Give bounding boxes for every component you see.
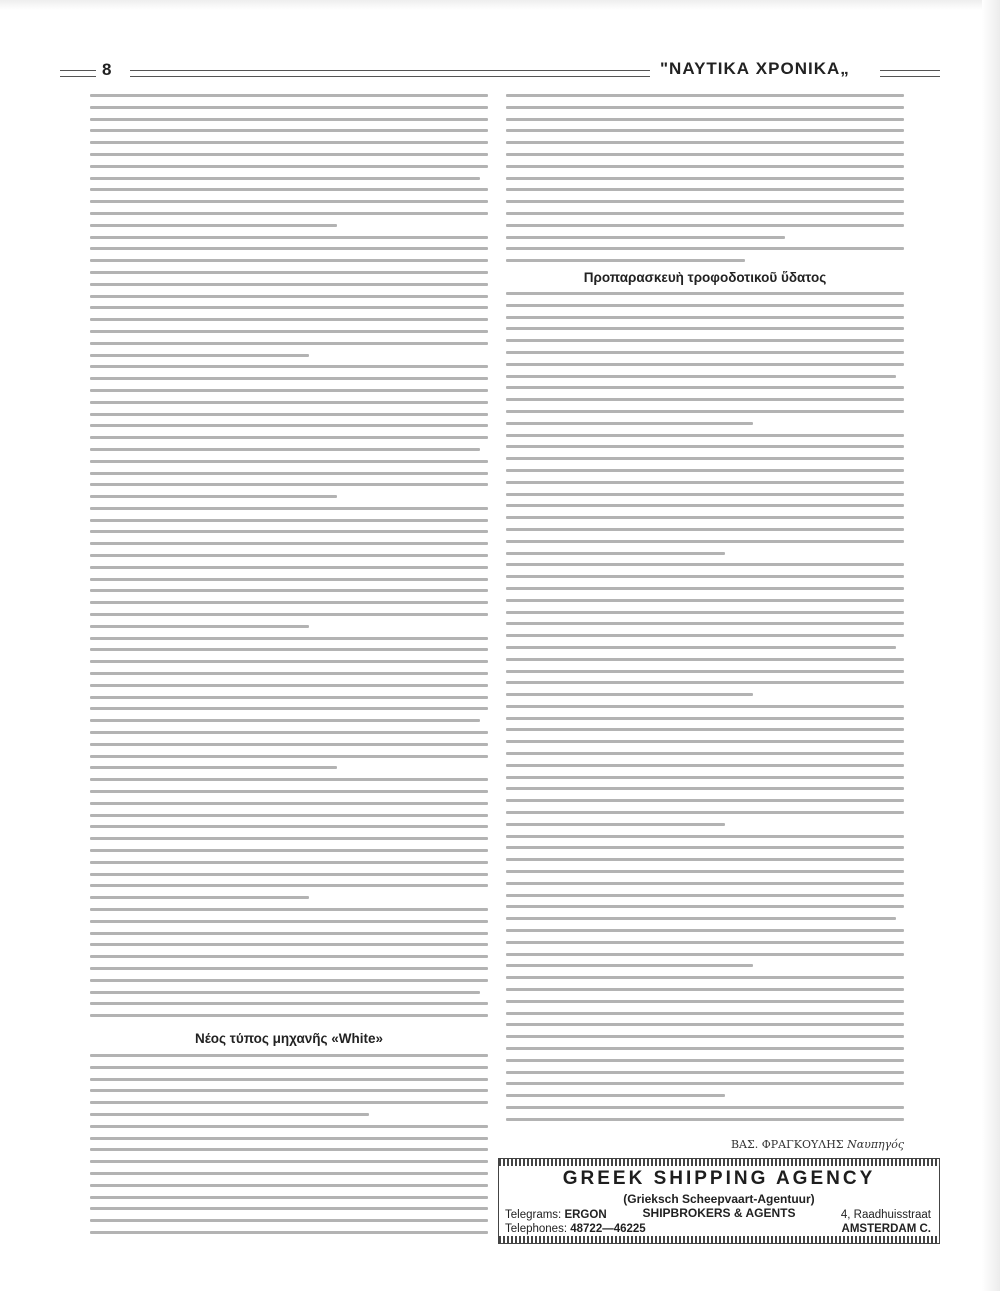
text-line xyxy=(506,953,904,956)
text-line xyxy=(506,434,904,437)
article-text-block xyxy=(506,94,904,271)
text-line xyxy=(506,422,753,425)
text-line xyxy=(90,247,488,250)
text-line xyxy=(506,787,904,790)
text-line xyxy=(90,884,488,887)
text-line xyxy=(90,991,480,994)
text-line xyxy=(90,472,488,475)
text-line xyxy=(506,327,904,330)
text-line xyxy=(90,979,488,982)
text-line xyxy=(90,625,309,628)
text-line xyxy=(90,495,337,498)
page-number: 8 xyxy=(102,60,112,79)
ad-hatch-border-bottom xyxy=(499,1236,939,1243)
text-line xyxy=(506,1012,904,1015)
text-line xyxy=(90,1172,488,1175)
text-line xyxy=(506,846,904,849)
text-line xyxy=(90,106,488,109)
text-line xyxy=(90,212,488,215)
text-line xyxy=(90,424,488,427)
text-line xyxy=(506,1106,904,1109)
author-role: Ναυπηγός xyxy=(847,1138,904,1151)
text-line xyxy=(90,955,488,958)
text-line xyxy=(90,1160,488,1163)
text-line xyxy=(506,1000,904,1003)
text-line xyxy=(506,1023,904,1026)
text-line xyxy=(90,542,488,545)
text-line xyxy=(90,719,480,722)
text-line xyxy=(90,920,488,923)
text-line xyxy=(90,377,488,380)
text-line xyxy=(506,493,904,496)
text-line xyxy=(506,481,904,484)
text-line xyxy=(90,165,488,168)
text-line xyxy=(506,1059,904,1062)
text-line xyxy=(90,861,488,864)
text-line xyxy=(506,870,904,873)
text-line xyxy=(90,814,488,817)
text-line xyxy=(506,141,904,144)
text-line xyxy=(90,554,488,557)
text-line xyxy=(506,153,904,156)
text-line xyxy=(506,504,904,507)
text-line xyxy=(506,976,904,979)
text-line xyxy=(506,528,904,531)
ad-address-city xyxy=(842,1223,931,1235)
scan-edge-right xyxy=(982,0,1000,1291)
text-line xyxy=(90,696,488,699)
text-line xyxy=(90,1231,488,1234)
text-line xyxy=(90,1207,488,1210)
text-line xyxy=(90,401,488,404)
text-line xyxy=(90,1089,488,1092)
text-line xyxy=(90,460,488,463)
text-line xyxy=(506,740,904,743)
text-line xyxy=(506,882,904,885)
text-line xyxy=(506,212,904,215)
text-line xyxy=(90,1066,488,1069)
text-line xyxy=(90,436,488,439)
text-line xyxy=(90,413,488,416)
text-line xyxy=(90,660,488,663)
author-name: ΒΑΣ. ΦΡΑΓΚΟΥΛΗΣ xyxy=(730,1138,844,1151)
ad-telephones-value: 48722—46225 xyxy=(570,1223,646,1235)
text-line xyxy=(506,563,904,566)
text-line xyxy=(506,894,904,897)
text-line xyxy=(90,766,337,769)
text-line xyxy=(90,873,488,876)
text-line xyxy=(90,271,488,274)
text-line xyxy=(90,177,480,180)
text-line xyxy=(90,932,488,935)
text-line xyxy=(506,469,904,472)
text-line xyxy=(506,728,904,731)
text-line xyxy=(506,764,904,767)
text-line xyxy=(90,118,488,121)
text-line xyxy=(506,1118,904,1121)
text-line xyxy=(90,318,488,321)
text-line xyxy=(506,398,904,401)
text-line xyxy=(90,295,488,298)
text-line xyxy=(90,448,480,451)
text-line xyxy=(90,153,488,156)
text-line xyxy=(90,837,488,840)
text-line xyxy=(90,731,488,734)
ad-telegrams xyxy=(505,1209,607,1221)
text-line xyxy=(506,1071,904,1074)
text-line xyxy=(506,929,904,932)
text-line xyxy=(90,648,488,651)
text-line xyxy=(506,106,904,109)
text-line xyxy=(90,578,488,581)
ad-hatch-border-top xyxy=(499,1159,939,1166)
text-line xyxy=(506,811,904,814)
text-line xyxy=(90,1137,488,1140)
text-line xyxy=(90,755,488,758)
text-line xyxy=(90,778,488,781)
text-line xyxy=(506,646,896,649)
text-line xyxy=(90,896,309,899)
text-line xyxy=(506,292,904,295)
text-line xyxy=(90,1054,488,1057)
text-line xyxy=(506,339,904,342)
text-line xyxy=(506,611,904,614)
ad-title: GREEK SHIPPING AGENCY xyxy=(562,1168,876,1189)
ad-telegrams-value: ERGON xyxy=(564,1209,607,1221)
header-rule-middle xyxy=(130,70,650,77)
text-line xyxy=(506,1082,904,1085)
text-line xyxy=(506,552,725,555)
article-text-block xyxy=(90,1054,488,1243)
text-line xyxy=(90,129,488,132)
header-rule-left xyxy=(60,70,96,77)
text-line xyxy=(90,306,488,309)
text-line xyxy=(506,457,904,460)
scan-edge-top xyxy=(0,0,1000,10)
text-line xyxy=(90,707,488,710)
text-line xyxy=(506,599,904,602)
author-signature xyxy=(506,1138,904,1151)
text-line xyxy=(90,141,488,144)
text-line xyxy=(506,988,904,991)
text-line xyxy=(506,917,896,920)
text-line xyxy=(506,177,904,180)
text-line xyxy=(506,445,904,448)
section-heading: Προπαρασκευὴ τροφοδοτικοῦ ὕδατος xyxy=(583,270,827,285)
section-heading: Νέος τύπος μηχανῆς «White» xyxy=(194,1031,384,1046)
header-rule-right xyxy=(880,70,940,77)
text-line xyxy=(506,717,904,720)
text-line xyxy=(90,1014,488,1017)
text-line xyxy=(506,129,904,132)
text-line xyxy=(506,681,904,684)
text-line xyxy=(506,236,785,239)
text-line xyxy=(90,283,488,286)
ad-address-street: 4, Raadhuisstraat xyxy=(840,1209,931,1221)
text-line xyxy=(506,587,904,590)
text-line xyxy=(506,622,904,625)
text-line xyxy=(90,354,309,357)
text-line xyxy=(506,705,904,708)
text-line xyxy=(506,224,904,227)
text-line xyxy=(90,943,488,946)
text-line xyxy=(90,1219,488,1222)
text-line xyxy=(506,670,904,673)
text-line xyxy=(90,613,488,616)
text-line xyxy=(506,165,904,168)
masthead: "ΝΑΥΤΙΚΑ ΧΡΟΝΙΚΑ„ xyxy=(660,59,850,78)
text-line xyxy=(90,259,488,262)
text-line xyxy=(90,672,488,675)
text-line xyxy=(506,941,904,944)
article-text-block xyxy=(90,94,488,1026)
text-line xyxy=(90,200,488,203)
text-line xyxy=(90,236,488,239)
ad-tagline: SHIPBROKERS & AGENTS xyxy=(642,1206,796,1220)
text-line xyxy=(90,94,488,97)
text-line xyxy=(90,908,488,911)
text-line xyxy=(506,1035,904,1038)
text-line xyxy=(90,637,488,640)
text-line xyxy=(90,967,488,970)
text-line xyxy=(90,1101,488,1104)
text-line xyxy=(506,823,725,826)
text-line xyxy=(90,1196,488,1199)
ad-address-city-text: AMSTERDAM C. xyxy=(841,1223,931,1235)
text-line xyxy=(506,247,904,250)
text-line xyxy=(90,1002,488,1005)
text-line xyxy=(90,389,488,392)
text-line xyxy=(506,375,896,378)
text-line xyxy=(90,507,488,510)
text-line xyxy=(506,516,904,519)
text-line xyxy=(90,825,488,828)
text-line xyxy=(90,1184,488,1187)
page-header xyxy=(60,58,940,88)
text-line xyxy=(506,575,904,578)
text-line xyxy=(90,684,488,687)
ad-telephones xyxy=(505,1223,646,1235)
text-line xyxy=(506,658,904,661)
text-line xyxy=(506,304,904,307)
text-line xyxy=(506,776,904,779)
text-line xyxy=(506,386,904,389)
text-line xyxy=(506,316,904,319)
text-line xyxy=(90,601,488,604)
text-line xyxy=(90,802,488,805)
text-line xyxy=(90,1125,488,1128)
text-line xyxy=(90,188,488,191)
text-line xyxy=(90,849,488,852)
text-line xyxy=(506,188,904,191)
article-text-block xyxy=(506,292,904,1130)
left-column xyxy=(90,94,488,1244)
text-line xyxy=(506,1047,904,1050)
text-line xyxy=(506,363,904,366)
text-line xyxy=(506,752,904,755)
text-line xyxy=(90,790,488,793)
text-line xyxy=(90,483,488,486)
text-line xyxy=(506,1094,725,1097)
ad-telephones-label: Telephones: xyxy=(505,1223,568,1235)
text-line xyxy=(506,540,904,543)
text-line xyxy=(506,118,904,121)
text-line xyxy=(90,743,488,746)
text-line xyxy=(90,330,488,333)
text-line xyxy=(90,342,488,345)
text-line xyxy=(506,905,904,908)
ad-telegrams-label: Telegrams: xyxy=(505,1209,562,1221)
ad-subtitle: (Grieksch Scheepvaart-Agentuur) xyxy=(623,1192,815,1206)
right-column xyxy=(506,94,904,1151)
text-line xyxy=(506,634,904,637)
text-line xyxy=(90,224,337,227)
text-line xyxy=(506,351,904,354)
text-line xyxy=(506,200,904,203)
text-line xyxy=(506,259,745,262)
text-line xyxy=(506,835,904,838)
text-line xyxy=(90,365,488,368)
text-line xyxy=(506,858,904,861)
text-line xyxy=(506,693,753,696)
text-line xyxy=(506,410,904,413)
text-line xyxy=(90,1113,369,1116)
advertisement-box xyxy=(498,1158,940,1244)
text-line xyxy=(90,1148,488,1151)
text-line xyxy=(90,519,488,522)
text-line xyxy=(90,589,488,592)
text-line xyxy=(506,94,904,97)
text-line xyxy=(90,1078,488,1081)
text-line xyxy=(90,566,488,569)
text-line xyxy=(506,964,753,967)
text-line xyxy=(90,530,488,533)
text-line xyxy=(506,799,904,802)
